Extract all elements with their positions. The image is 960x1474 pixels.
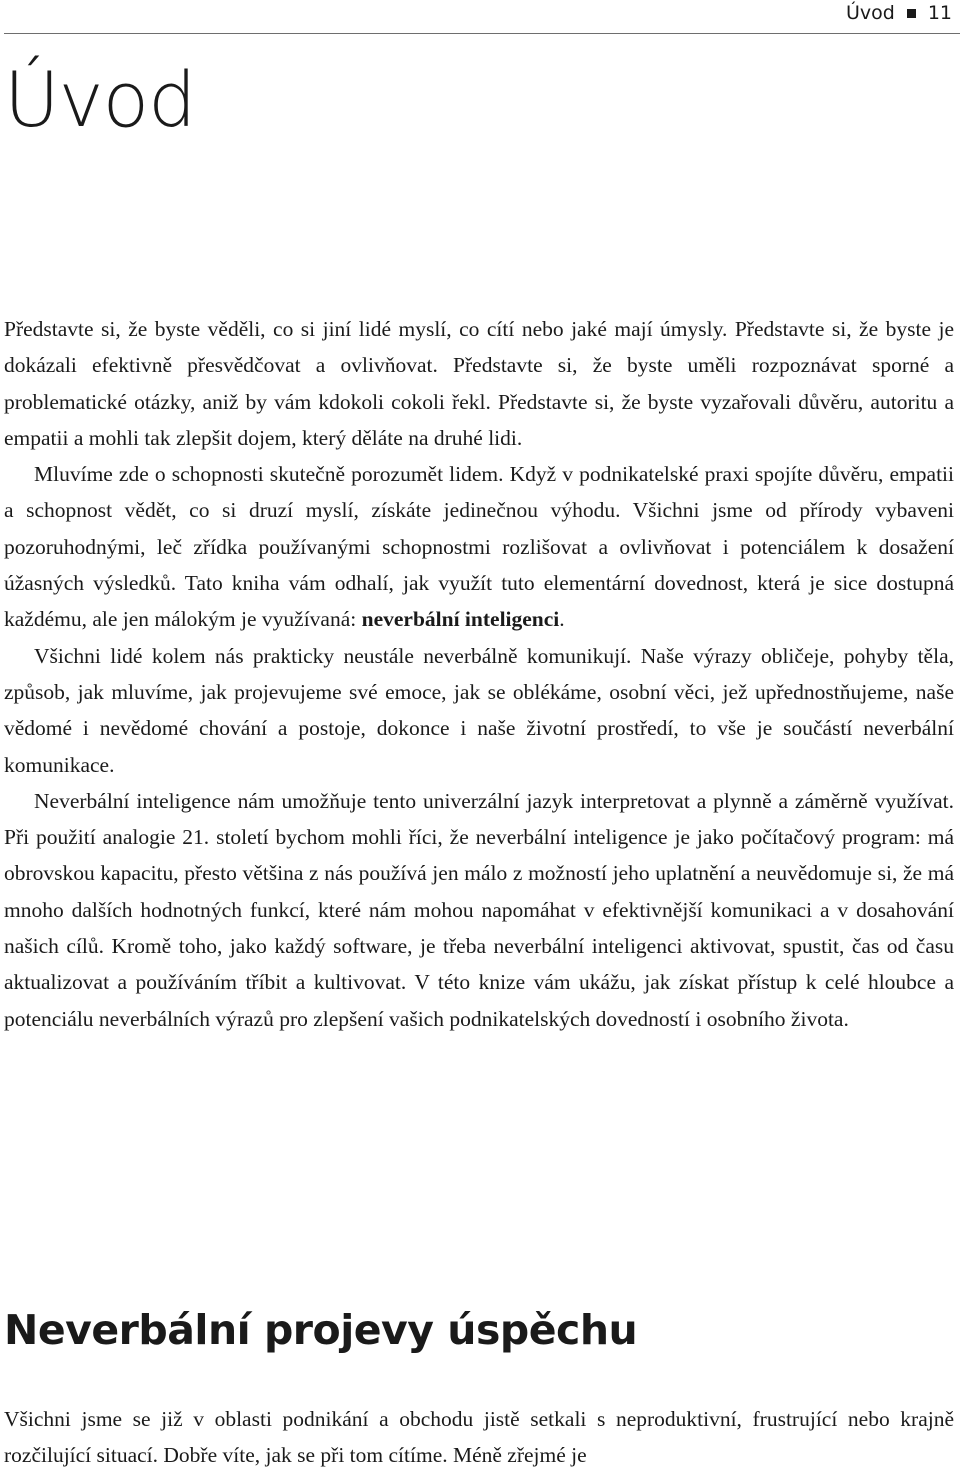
page-number: 11 [927, 2, 952, 24]
header-divider [4, 33, 960, 34]
intro-text-block [4, 311, 954, 1037]
section-text-block [4, 1401, 954, 1474]
paragraph: Všichni jsme se již v oblasti podnikání a obchodu jistě setkali s neproduktivní, frustrující nebo krajně rozčilující situací. Dobře víte, jak se při tom cítíme. Méně zřejmé je [4, 1407, 954, 1468]
paragraph: Neverbální inteligence nám umožňuje tento univerzální jazyk interpretovat a plynně a záměrně využívat. Při použití analogie 21. století bychom mohli říci, že neverbální inteligence je jako počítačový program: má obrovskou kapacitu, přesto většina z nás používá jen málo z možností jeho uplatnění a neuvědomuje si, že má mnoho dalších hodnotných funkcí, které nám mohou napomáhat v efektivnější komunikaci a v dosahování našich cílů. Kromě toho, jako každý software, je třeba neverbální inteligenci aktivovat, spustit, čas od času aktualizovat a používáním tříbit a kultivovat. V této knize vám ukážu, jak získat přístup k celé hloubce a potenciálu neverbálních výrazů pro zlepšení vašich podnikatelských dovedností i osobního života. [4, 788, 954, 1031]
paragraph: Všichni lidé kolem nás prakticky neustále neverbálně komunikují. Naše výrazy obličeje, pohyby těla, způsob, jak mluvíme, jak projevujeme své emoce, jak se oblékáme, osobní věci, jež upřednostňujeme, naše vědomé i nevědomé chování a postoje, dokonce i naše životní prostředí, to vše je součástí neverbální komunikace. [4, 643, 954, 777]
paragraph [4, 456, 954, 637]
section-heading: Neverbální projevy úspěchu [4, 1306, 638, 1354]
paragraph-text: . [559, 607, 565, 632]
running-header-section: Úvod [845, 2, 895, 24]
paragraph: Představte si, že byste věděli, co si jiní lidé myslí, co cítí nebo jaké mají úmysly. Představte si, že byste je dokázali efektivně přesvědčovat a ovlivňovat. Představte si, že byste uměli rozpoznávat sporné a problematické otázky, aniž by vám kdokoli cokoli řekl. Představte si, že byste vyzařovali důvěru, autoritu a empatii a mohli tak zlepšit dojem, který děláte na druhé lidi. [4, 317, 954, 450]
square-bullet-icon [907, 9, 916, 18]
chapter-title: Úvod [4, 55, 196, 144]
paragraph-text: Mluvíme zde o schopnosti skutečně porozumět lidem. Když v podnikatelské praxi spojíte důvěru, empatii a schopnost vědět, co si druzí myslí, získáte jedinečnou výhodu. Všichni jsme od přírody vybaveni pozoruhodnými, leč zřídka používanými schopnostmi rozlišovat a ovlivňovat i potenciálem k dosažení úžasných výsledků. Tato kniha vám odhalí, jak využít tuto elementární dovednost, která je sice dostupná každému, ale jen málokým je využívaná: [4, 462, 954, 632]
emphasized-term: neverbální inteligenci [361, 607, 560, 632]
running-header [846, 2, 952, 24]
